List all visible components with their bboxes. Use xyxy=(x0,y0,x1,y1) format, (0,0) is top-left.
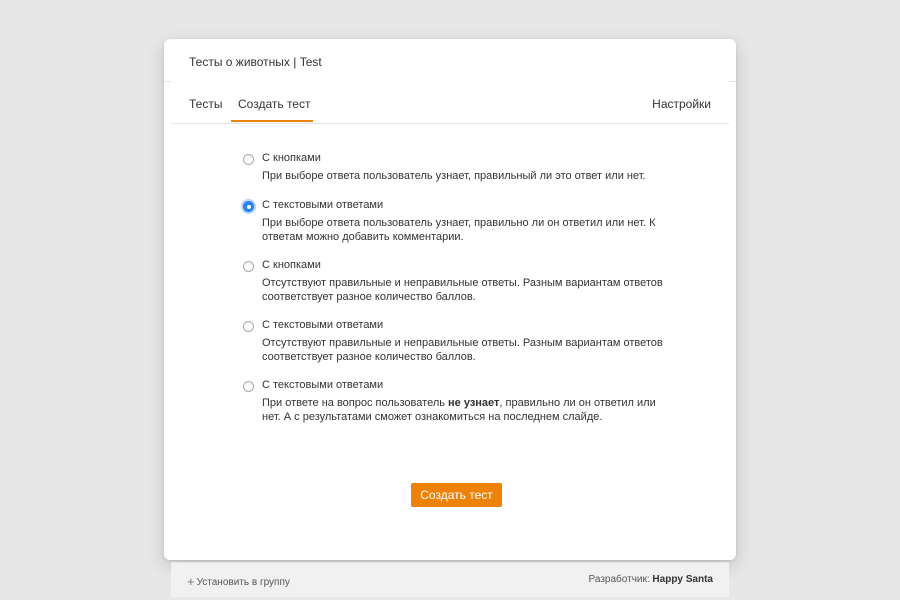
tab-bar xyxy=(171,81,729,124)
radio-button[interactable] xyxy=(243,154,254,165)
window-title: Тесты о животных | Test xyxy=(189,55,322,69)
developer-prefix: Разработчик: xyxy=(588,574,650,585)
option-label: С текстовыми ответами xyxy=(262,379,384,391)
radio-button[interactable] xyxy=(243,381,254,392)
option-description: Отсутствуют правильные и неправильные ответы. Разным вариантам ответов соответствует разное количество баллов. xyxy=(262,277,663,303)
install-label: Установить в группу xyxy=(196,577,290,588)
title-bar xyxy=(164,39,736,82)
option-description: При выборе ответа пользователь узнает, правильный ли это ответ или нет. xyxy=(262,170,646,182)
create-test-button[interactable]: Создать тест xyxy=(411,483,502,507)
option-label: С текстовыми ответами xyxy=(262,319,384,331)
install-to-group-link[interactable] xyxy=(187,574,290,589)
tab-create-test[interactable]: Создать тест xyxy=(238,97,311,111)
desc-text-before: При ответе на вопрос пользователь xyxy=(262,397,445,409)
option-label: С кнопками xyxy=(262,259,321,271)
option-label: С кнопками xyxy=(262,152,321,164)
desc-text-after: , правильно ли он ответил или нет. А с результатами сможет ознакомиться на последнем слайде. xyxy=(262,397,656,423)
option-description xyxy=(262,396,672,424)
active-tab-indicator xyxy=(231,120,313,122)
radio-button-selected[interactable] xyxy=(243,201,254,212)
option-description: Отсутствуют правильные и неправильные ответы. Разным вариантам ответов соответствует разное количество баллов. xyxy=(262,337,663,363)
option-description: При выборе ответа пользователь узнает, правильно ли он ответил или нет. К ответам можно добавить комментарии. xyxy=(262,217,656,243)
radio-button[interactable] xyxy=(243,261,254,272)
radio-button[interactable] xyxy=(243,321,254,332)
desc-text-bold: не узнает xyxy=(448,397,500,409)
tab-tests[interactable]: Тесты xyxy=(189,97,223,111)
footer-bar xyxy=(171,562,729,597)
developer-credit xyxy=(589,574,713,585)
tab-settings[interactable]: Настройки xyxy=(652,97,711,111)
app-content xyxy=(171,81,729,589)
plus-icon: + xyxy=(187,574,195,589)
app-window xyxy=(164,39,736,589)
developer-name-link[interactable]: Happy Santa xyxy=(652,574,713,585)
option-label: С текстовыми ответами xyxy=(262,199,384,211)
